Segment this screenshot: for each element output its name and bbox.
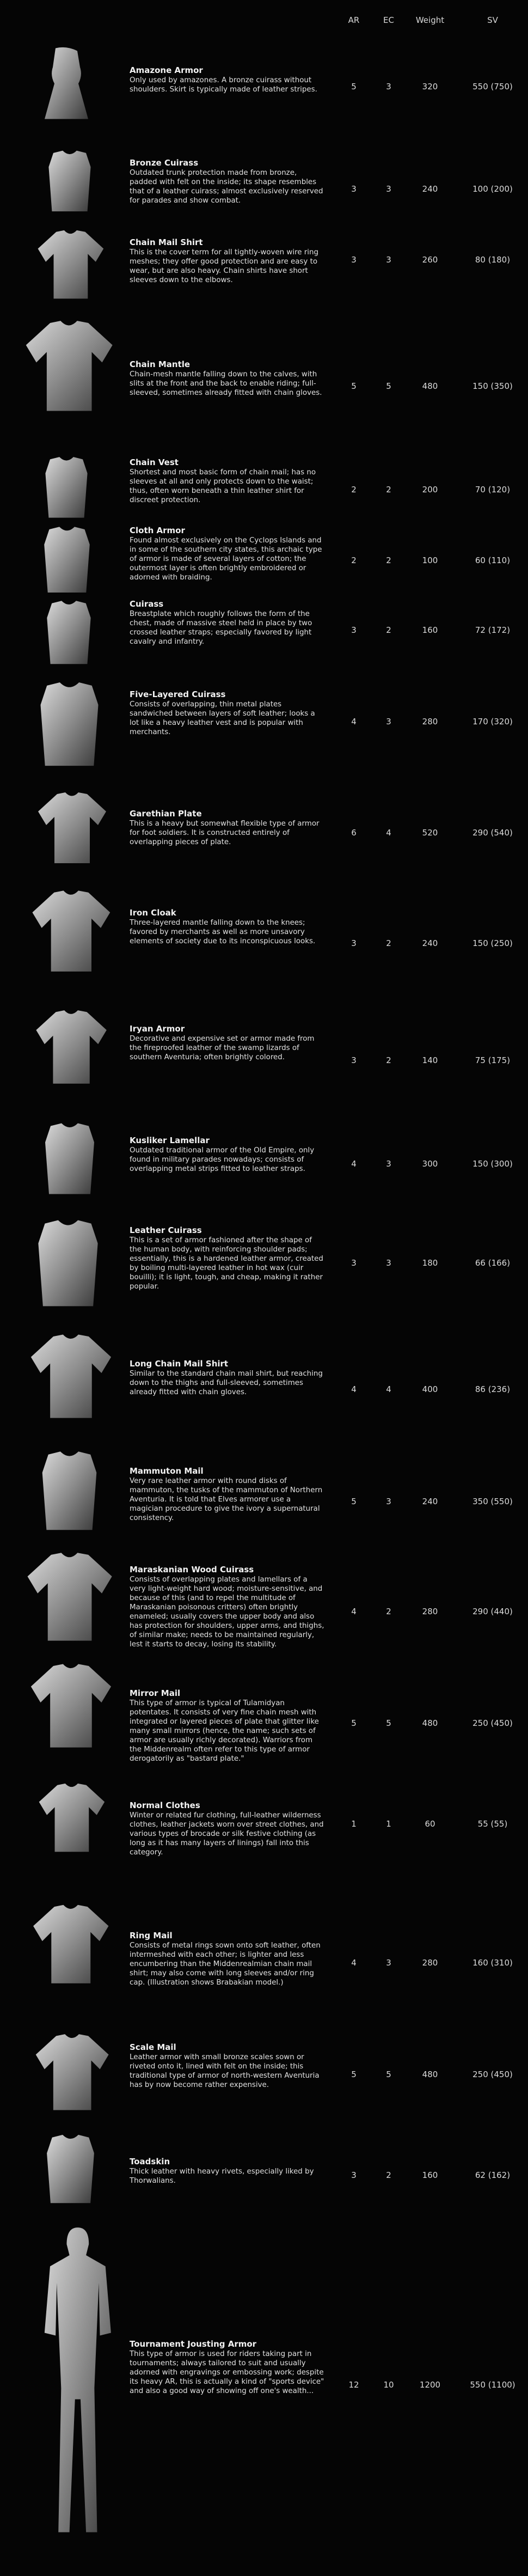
armor-description: Found almost exclusively on the Cyclops Islands and in some of the southern city states, this archaic type of armor is made of several layers of cotton; the outermost layer is often brightly embroidered or adorned with braiding. — [130, 536, 322, 582]
armor-image — [27, 1884, 112, 2007]
armor-sv-value: 290 (440) — [472, 1607, 513, 1616]
armor-sv-value: 60 (110) — [475, 556, 511, 565]
armor-ar-value: 3 — [351, 255, 357, 265]
armor-sv-value: 350 (550) — [472, 1497, 513, 1506]
armor-text — [130, 237, 326, 285]
armor-sv-value: 550 (750) — [472, 82, 513, 91]
armor-ar-value: 5 — [351, 82, 357, 91]
armor-sv-value: 170 (320) — [472, 717, 513, 727]
armor-description: Decorative and expensive set or armor made from the fireproofed leather of the swamp lizards of southern Aventuria; often brightly colored. — [130, 1035, 315, 1061]
armor-weight-value: 100 — [422, 556, 438, 565]
armor-image — [32, 523, 102, 599]
header-weight: Weight — [415, 15, 445, 25]
armor-description: Consists of metal rings sown onto soft leather, often intermeshed with each other; is lighter and less encumbering than the Middenrealmian chain mail shirt; may also come with long sleeves and/or ring cap. (Illustration shows Brabakian model.) — [130, 1942, 321, 1987]
armor-ec-value: 5 — [386, 2070, 391, 2079]
armor-weight-value: 180 — [422, 1258, 438, 1268]
armor-sv-value: 290 (540) — [472, 828, 513, 838]
armor-weight-value: 400 — [422, 1384, 438, 1394]
armor-ec-value: 2 — [386, 556, 391, 565]
armor-ec-value: 3 — [386, 1159, 391, 1169]
armor-weight-value: 280 — [422, 1958, 438, 1968]
armor-sv-value: 70 (120) — [475, 485, 511, 495]
armor-text — [130, 908, 326, 946]
armor-ec-value: 3 — [386, 1258, 391, 1268]
armor-ar-value: 5 — [351, 1497, 357, 1506]
armor-name: Chain Mantle — [130, 359, 191, 369]
armor-name: Iron Cloak — [130, 908, 176, 918]
armor-image — [37, 143, 102, 222]
armor-ec-value: 1 — [386, 1819, 391, 1829]
armor-text — [130, 1466, 326, 1523]
armor-ec-value: 2 — [386, 2170, 391, 2180]
armor-description: Outdated traditional armor of the Old Empire, only found in military parades nowadays; consists of overlapping metal strips fitted to leather straps. — [130, 1146, 315, 1173]
armor-description: Three-layered mantle falling down to the knees; favored by merchants as well as more unsavory elements of society due to its inconspicuous looks. — [130, 919, 316, 945]
armor-image — [19, 1549, 117, 1647]
armor-text — [130, 457, 326, 505]
armor-ec-value: 3 — [386, 1958, 391, 1968]
armor-image — [16, 2222, 117, 2543]
armor-ec-value: 2 — [386, 938, 391, 948]
header-ec: EC — [383, 15, 394, 25]
armor-weight-value: 480 — [422, 381, 438, 391]
armor-ar-value: 3 — [351, 1055, 357, 1065]
armor-description: This is a heavy but somewhat flexible type of armor for foot soldiers. It is constructed entirely of overlapping pieces of plate. — [130, 820, 320, 846]
armor-description: Winter or related fur clothing, full-leather wilderness clothes, leather jackets worn over street clothes, and various types of brocade or silk festive clothing (as long as it has many layers of linings) fall into this category. — [130, 1811, 324, 1857]
armor-image — [34, 2132, 107, 2208]
armor-ar-value: 2 — [351, 556, 357, 565]
armor-sv-value: 100 (200) — [472, 184, 513, 194]
armor-ar-value: 1 — [351, 1819, 357, 1829]
armor-weight-value: 240 — [422, 1497, 438, 1506]
armor-ar-value: 6 — [351, 828, 357, 838]
armor-ec-value: 4 — [386, 1384, 391, 1394]
armor-sv-value: 150 (350) — [472, 381, 513, 391]
armor-ec-value: 5 — [386, 381, 391, 391]
armor-text — [130, 1931, 326, 1987]
armor-name: Chain Vest — [130, 457, 179, 467]
armor-sv-value: 150 (250) — [472, 938, 513, 948]
armor-text — [130, 1136, 326, 1174]
armor-sv-value: 250 (450) — [472, 1718, 513, 1728]
armor-weight-value: 320 — [422, 82, 438, 91]
armor-weight-value: 1200 — [419, 2380, 441, 2390]
armor-text — [130, 65, 326, 94]
armor-ar-value: 3 — [351, 2170, 357, 2180]
armor-ar-value: 4 — [351, 1607, 357, 1616]
armor-sv-value: 250 (450) — [472, 2070, 513, 2079]
armor-text — [130, 359, 326, 398]
armor-text — [130, 1024, 326, 1062]
armor-sv-value: 80 (180) — [475, 255, 511, 265]
armor-sv-value: 55 (55) — [477, 1819, 508, 1829]
armor-ar-value: 3 — [351, 625, 357, 635]
armor-ec-value: 2 — [386, 1607, 391, 1616]
armor-weight-value: 480 — [422, 2070, 438, 2079]
armor-image — [27, 1443, 112, 1541]
armor-sv-value: 62 (162) — [475, 2170, 511, 2180]
armor-weight-value: 480 — [422, 1718, 438, 1728]
armor-ec-value: 3 — [386, 717, 391, 727]
armor-weight-value: 140 — [422, 1055, 438, 1065]
armor-description: This is a set of armor fashioned after the shape of the human body, with reinforcing shoulder pads; essentially, this is a hardened leather armor, created by boiling multi-layered leather in hot wax (cuir bouilli); it is light, tough, and cheap, making it rather popular. — [130, 1236, 323, 1291]
armor-text — [130, 809, 326, 847]
armor-text — [130, 2042, 326, 2090]
armor-image — [30, 994, 109, 1103]
armor-name: Mirror Mail — [130, 1688, 181, 1698]
armor-ec-value: 2 — [386, 1055, 391, 1065]
armor-text — [130, 1565, 326, 1649]
armor-name: Five-Layered Cuirass — [130, 689, 226, 699]
armor-weight-value: 200 — [422, 485, 438, 495]
armor-text — [130, 2157, 326, 2186]
armor-ar-value: 5 — [351, 1718, 357, 1728]
armor-sv-value: 86 (236) — [475, 1384, 511, 1394]
armor-name: Normal Clothes — [130, 1800, 200, 1810]
armor-ar-value: 5 — [351, 381, 357, 391]
armor-name: Bronze Cuirass — [130, 158, 199, 168]
armor-text — [130, 1225, 326, 1291]
armor-image — [34, 448, 99, 529]
armor-image — [33, 782, 109, 877]
armor-weight-value: 520 — [422, 828, 438, 838]
armor-name: Toadskin — [130, 2157, 170, 2166]
armor-name: Ring Mail — [130, 1931, 173, 1940]
armor-ar-value: 3 — [351, 1258, 357, 1268]
armor-weight-value: 280 — [422, 717, 438, 727]
armor-description: Very rare leather armor with round disks of mammuton, the tusks of the mammuton of Northern Aventuria. It is told that Elves armorer use a magician procedure to give the ivory a supernatural consistency. — [130, 1477, 323, 1522]
armor-sv-value: 160 (310) — [472, 1958, 513, 1968]
armor-description: Thick leather with heavy rivets, especially liked by Thorwalians. — [130, 2168, 314, 2185]
armor-image — [28, 41, 105, 123]
armor-text — [130, 689, 326, 737]
armor-ar-value: 3 — [351, 938, 357, 948]
armor-description: Shortest and most basic form of chain mail; has no sleeves at all and only protects down to the waist; thus, often worn beneath a thin leather shirt for discreet protection. — [130, 468, 316, 504]
armor-name: Leather Cuirass — [130, 1225, 202, 1235]
armor-name: Tournament Jousting Armor — [130, 2339, 257, 2349]
armor-name: Kusliker Lamellar — [130, 1136, 210, 1145]
armor-weight-value: 240 — [422, 184, 438, 194]
armor-ar-value: 3 — [351, 184, 357, 194]
armor-weight-value: 60 — [425, 1819, 435, 1829]
armor-description: Consists of overlapping, thin metal plates sandwiched between layers of soft leather; looks a lot like a heavy leather vest and is popular with merchants. — [130, 700, 315, 736]
armor-text — [130, 1359, 326, 1397]
armor-weight-value: 240 — [422, 938, 438, 948]
armor-weight-value: 260 — [422, 255, 438, 265]
armor-text — [130, 1800, 326, 1857]
armor-description: Breastplate which roughly follows the form of the chest, made of massive steel held in place by two crossed leather straps; especially favored by light cavalry and infantry. — [130, 610, 312, 646]
armor-text — [130, 1688, 326, 1763]
armor-ec-value: 3 — [386, 184, 391, 194]
armor-sv-value: 66 (166) — [475, 1258, 511, 1268]
table-header — [0, 15, 528, 28]
armor-name: Scale Mail — [130, 2042, 176, 2052]
armor-sv-value: 150 (300) — [472, 1159, 513, 1169]
armor-ec-value: 2 — [386, 485, 391, 495]
armor-text — [130, 158, 326, 205]
armor-image — [32, 1116, 108, 1204]
armor-image — [30, 2023, 112, 2124]
armor-weight-value: 280 — [422, 1607, 438, 1616]
armor-name: Cloth Armor — [130, 526, 185, 535]
armor-weight-value: 160 — [422, 2170, 438, 2180]
armor-name: Chain Mail Shirt — [130, 237, 203, 247]
armor-ec-value: 5 — [386, 1718, 391, 1728]
armor-image — [24, 1323, 114, 1432]
armor-weight-value: 160 — [422, 625, 438, 635]
armor-image — [30, 228, 109, 304]
armor-sv-value: 550 (1100) — [470, 2380, 515, 2390]
armor-ec-value: 2 — [386, 625, 391, 635]
armor-image — [24, 1653, 114, 1762]
armor-description: Outdated trunk protection made from bronze, padded with felt on the inside; its shape resembles that of a leather cuirass; almost exclusively reserved for parades and show combat. — [130, 169, 323, 205]
armor-image — [34, 1767, 107, 1871]
header-ar: AR — [348, 15, 360, 25]
armor-ar-value: 4 — [351, 1159, 357, 1169]
armor-ec-value: 10 — [383, 2380, 394, 2390]
armor-ar-value: 4 — [351, 1384, 357, 1394]
header-sv: SV — [487, 15, 498, 25]
armor-text — [130, 599, 326, 646]
armor-text — [130, 2339, 326, 2396]
armor-image — [22, 1212, 114, 1318]
armor-image — [24, 675, 114, 776]
armor-ar-value: 4 — [351, 1958, 357, 1968]
armor-text — [130, 526, 326, 582]
armor-ec-value: 3 — [386, 82, 391, 91]
armor-sv-value: 72 (172) — [475, 625, 511, 635]
armor-description: Chain-mesh mantle falling down to the calves, with slits at the front and the back to enable riding; full-sleeved, sometimes already fitted with chain gloves. — [130, 370, 322, 397]
armor-description: Similar to the standard chain mail shirt, but reaching down to the thighs and full-sleeved, sometimes already fitted with chain gloves. — [130, 1370, 323, 1396]
armor-ar-value: 5 — [351, 2070, 357, 2079]
armor-name: Iryan Armor — [130, 1024, 185, 1034]
armor-name: Maraskanian Wood Cuirass — [130, 1565, 254, 1574]
armor-ec-value: 3 — [386, 255, 391, 265]
armor-name: Cuirass — [130, 599, 164, 609]
armor-description: Leather armor with small bronze scales sown or riveted onto it, lined with felt on the inside; this traditional type of armor of north-western Aventuria has by now become rather expensive. — [130, 2053, 320, 2089]
armor-ec-value: 4 — [386, 828, 391, 838]
armor-sv-value: 75 (175) — [475, 1055, 511, 1065]
armor-name: Amazone Armor — [130, 65, 203, 75]
armor-name: Mammuton Mail — [130, 1466, 204, 1476]
armor-description: This type of armor is typical of Tulamidyan potentates. It consists of very fine chain mesh with integrated or layered pieces of plate that glitter like many small mirrors (hence, the name; such sets of armor are usually richly decorated). Warriors from the Middenrealm often refer to this type of armor derogatorily as "bastard plate." — [130, 1699, 319, 1763]
armor-image — [26, 882, 113, 983]
armor-name: Long Chain Mail Shirt — [130, 1359, 229, 1369]
armor-description: This is the cover term for all tightly-woven wire ring meshes; they offer good protection and are easy to wear, but are also heavy. Chain shirts have short sleeves down to the elbows. — [130, 248, 319, 284]
armor-ar-value: 2 — [351, 485, 357, 495]
armor-name: Garethian Plate — [130, 809, 202, 819]
armor-ec-value: 3 — [386, 1497, 391, 1506]
armor-image — [35, 597, 103, 670]
armor-description: Only used by amazones. A bronze cuirass without shoulders. Skirt is typically made of leather stripes. — [130, 76, 317, 94]
armor-description: Consists of overlapping plates and lamellars of a very light-weight hard wood; moisture-sensitive, and because of this (and to repel the multitude of Maraskanian poisonous critters) often brightly enameled; usually covers the upper body and also has protection for shoulders, upper arms, and thighs, of similar make; needs to be maintained regularly, lest it starts to decay, losing its stability. — [130, 1576, 324, 1649]
armor-weight-value: 300 — [422, 1159, 438, 1169]
armor-description: This type of armor is used for riders taking part in tournaments; always tailored to suit and usually adorned with engravings or embossing work; despite its heavy AR, this is actually a kind of "sports device" and also a good way of showing off one's wealth... — [130, 2350, 324, 2395]
armor-ar-value: 12 — [348, 2380, 359, 2390]
armor-ar-value: 4 — [351, 717, 357, 727]
armor-image — [19, 316, 116, 419]
